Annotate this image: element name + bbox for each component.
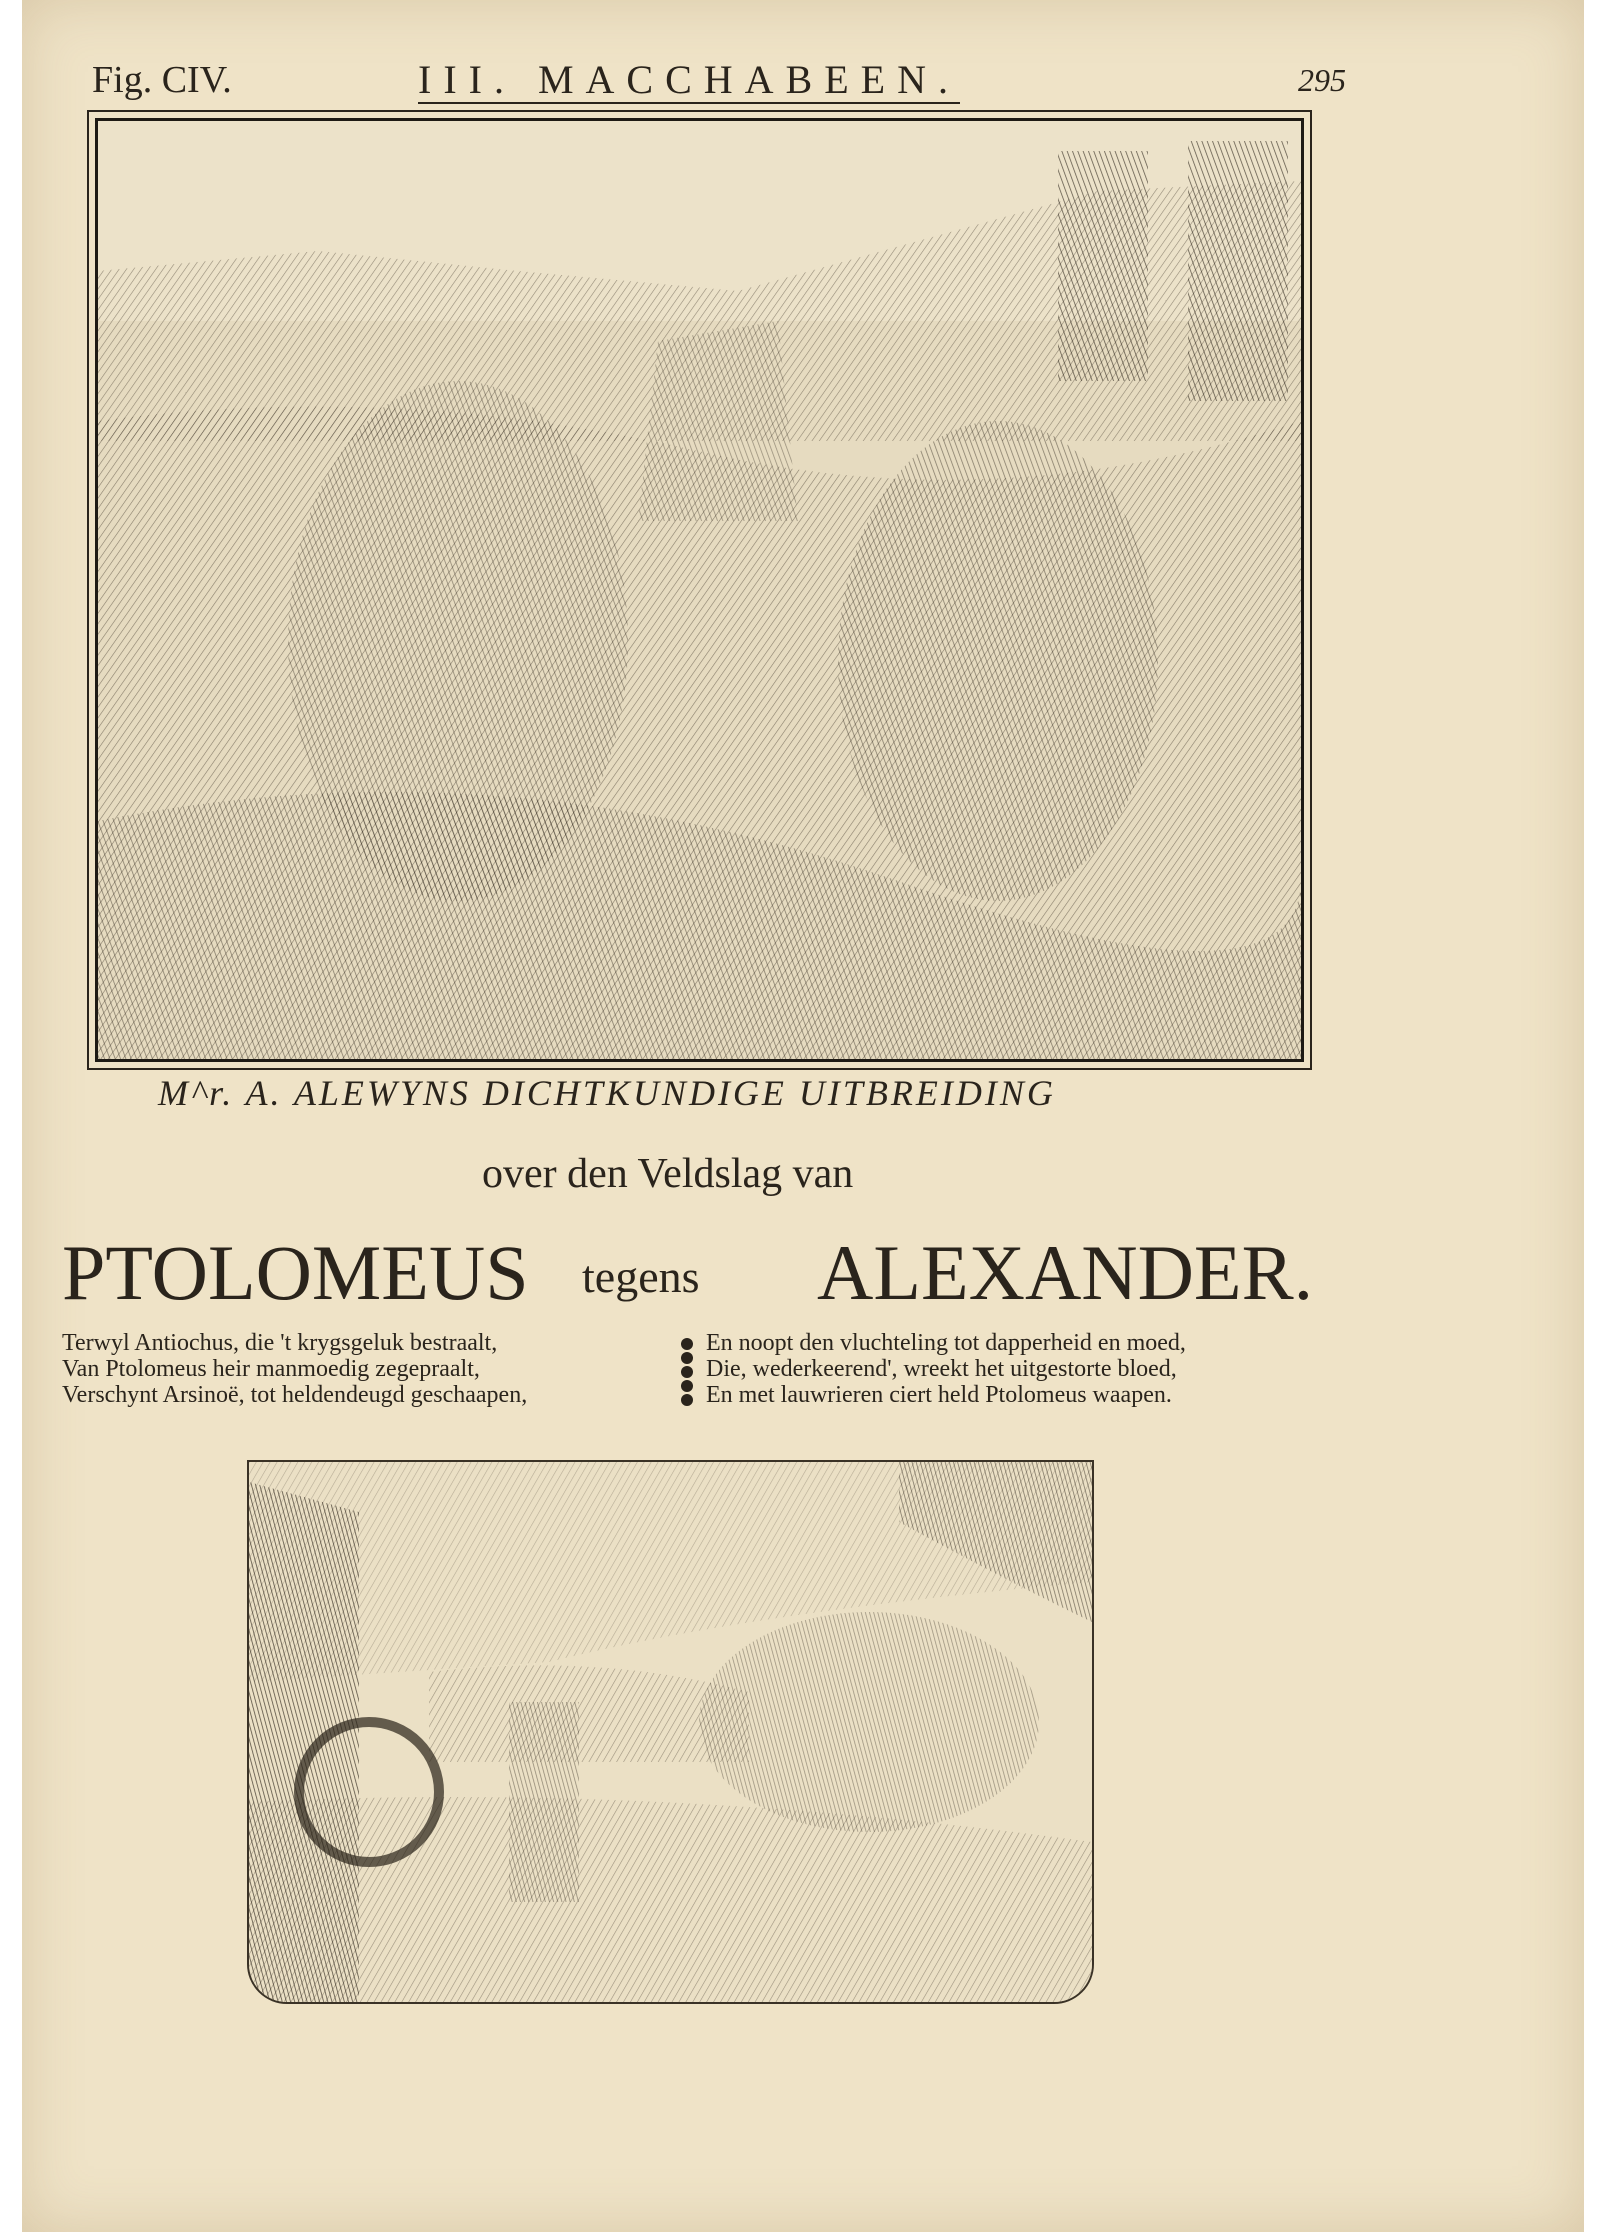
main-title xyxy=(62,1228,1342,1316)
page-number: 295 xyxy=(1298,62,1346,98)
page-header xyxy=(0,58,1600,118)
title-left: PTOLOMEUS xyxy=(62,1229,529,1316)
figure-number: Fig. CIV. xyxy=(92,59,232,101)
pegasus-engraving xyxy=(247,1460,1094,2004)
book-title: III. MACCHABEEN. xyxy=(418,57,960,102)
verse-line: Die, wederkeerend', wreekt het uitgestorte bloed, xyxy=(706,1356,1177,1382)
verse-left xyxy=(62,1330,527,1408)
engraving-caption: M^r. A. ALEWYNS DICHTKUNDIGE UITBREIDING xyxy=(158,1073,1056,1113)
verse-line: Van Ptolomeus heir manmoedig zegepraalt, xyxy=(62,1356,480,1382)
title-right: ALEXANDER. xyxy=(817,1229,1314,1316)
battle-engraving xyxy=(95,118,1304,1062)
verse-line: En noopt den vluchteling tot dapperheid en moed, xyxy=(706,1330,1186,1356)
verse-right xyxy=(706,1330,1186,1408)
verse-line: Verschynt Arsinoë, tot heldendeugd geschaapen, xyxy=(62,1382,528,1408)
title-middle: tegens xyxy=(582,1251,700,1302)
verse-line: Terwyl Antiochus, die 't krygsgeluk bestraalt, xyxy=(62,1330,498,1356)
ornament-icon xyxy=(676,1336,698,1414)
verse-line: En met lauwrieren ciert held Ptolomeus waapen. xyxy=(706,1382,1172,1408)
title-preamble: over den Veldslag van xyxy=(482,1151,854,1197)
